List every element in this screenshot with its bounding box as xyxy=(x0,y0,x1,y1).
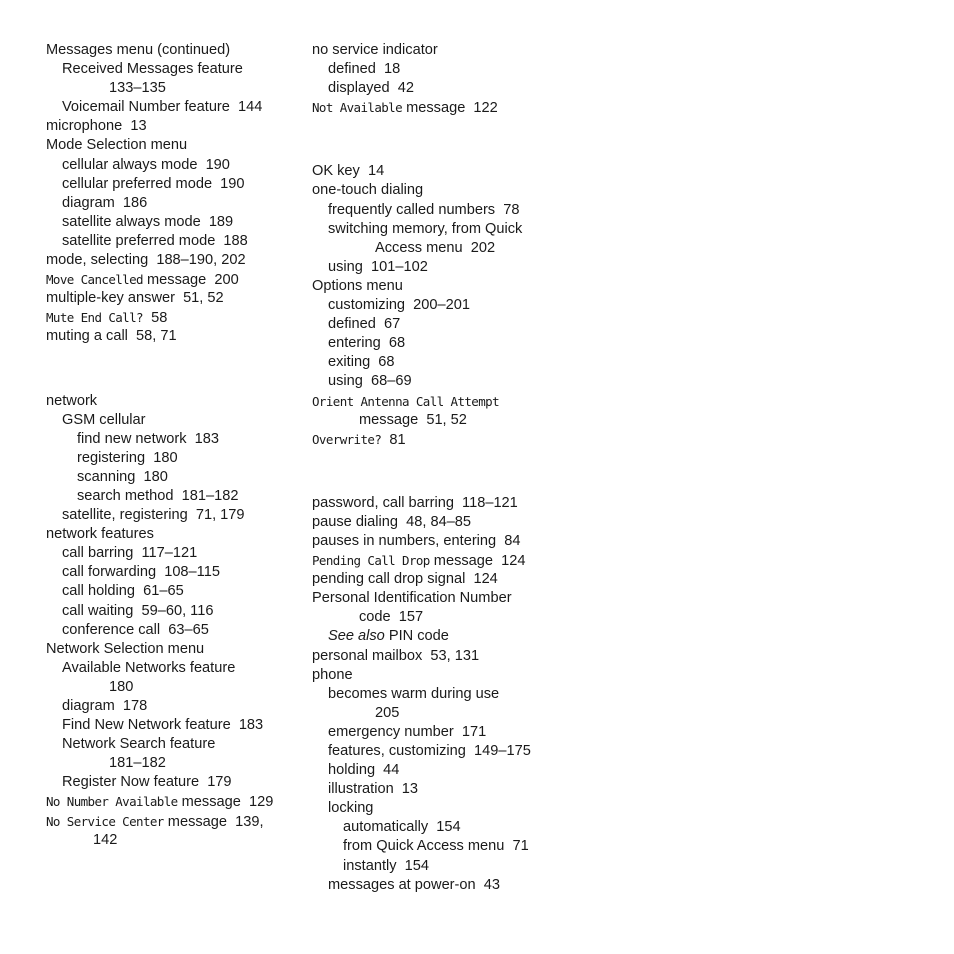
index-entry-text: pauses in numbers, entering 84 xyxy=(312,532,521,549)
index-entry-text: exiting 68 xyxy=(328,354,395,371)
index-entry xyxy=(46,468,296,487)
index-entry xyxy=(46,213,296,232)
index-entry xyxy=(46,251,296,270)
index-entry-text: registering 180 xyxy=(77,449,178,466)
index-entry-text: Access menu 202 xyxy=(375,239,496,256)
index-entry xyxy=(46,773,296,792)
index-entry xyxy=(312,818,592,837)
index-entry xyxy=(46,232,296,251)
index-entry-text: message 129 xyxy=(177,794,274,811)
index-entry-text: switching memory, from Quick xyxy=(328,220,523,237)
index-entry-text: defined 18 xyxy=(328,61,401,78)
index-entry xyxy=(46,117,296,136)
index-entry-text: defined 67 xyxy=(328,316,401,333)
index-entry-text: personal mailbox 53, 131 xyxy=(312,647,480,664)
index-entry xyxy=(46,697,296,716)
index-entry xyxy=(46,754,296,773)
index-entry-text: using 68–69 xyxy=(328,373,412,390)
index-entry xyxy=(46,640,296,659)
index-entry-text: call waiting 59–60, 116 xyxy=(62,602,214,619)
index-entry xyxy=(312,742,592,761)
index-entry-text: satellite, registering 71, 179 xyxy=(62,507,245,524)
index-entry-text: messages at power-on 43 xyxy=(328,876,500,893)
index-entry-text: network xyxy=(46,392,98,409)
index-entry-text: Register Now feature 179 xyxy=(62,774,232,791)
index-entry-text: phone xyxy=(312,666,353,683)
index-entry xyxy=(46,544,296,563)
index-entry xyxy=(46,621,296,640)
index-entry xyxy=(46,60,296,79)
index-entry-text: OK key 14 xyxy=(312,163,385,180)
index-entry-text: Available Networks feature xyxy=(62,659,236,676)
index-entry-text: emergency number 171 xyxy=(328,723,487,740)
index-entry-text: 133–135 xyxy=(109,80,166,97)
index-entry xyxy=(312,627,592,646)
index-entry xyxy=(312,201,592,220)
index-entry-text: Voicemail Number feature 144 xyxy=(62,99,263,116)
index-entry xyxy=(312,666,592,685)
index-entry-text: call barring 117–121 xyxy=(62,545,198,562)
index-entry xyxy=(312,685,592,704)
index-entry xyxy=(312,876,592,895)
index-entry-text: Network Selection menu xyxy=(46,640,205,657)
index-entry-text: find new network 183 xyxy=(77,430,219,447)
index-entry-text: holding 44 xyxy=(328,762,400,779)
index-entry-text: message 124 xyxy=(429,553,526,570)
index-entry xyxy=(312,411,592,430)
index-entry xyxy=(46,563,296,582)
index-entry xyxy=(312,277,592,296)
index-entry-text: message 51, 52 xyxy=(359,411,467,428)
index-entry-text: using 101–102 xyxy=(328,258,428,275)
index-column-right xyxy=(312,41,592,895)
index-entry-text: microphone 13 xyxy=(46,118,147,135)
index-entry-text: mode, selecting 188–190, 202 xyxy=(46,252,246,269)
index-entry xyxy=(46,602,296,621)
index-entry xyxy=(312,799,592,818)
index-entry-text: network features xyxy=(46,526,154,543)
index-entry-text: conference call 63–65 xyxy=(62,621,209,638)
index-entry xyxy=(312,704,592,723)
index-entry-text: cellular always mode 190 xyxy=(62,156,230,173)
index-entry xyxy=(46,678,296,697)
index-entry xyxy=(312,551,592,570)
index-entry xyxy=(312,392,592,411)
index-entry-text: message 200 xyxy=(142,272,239,289)
index-entry-text: customizing 200–201 xyxy=(328,297,470,314)
index-entry xyxy=(312,780,592,799)
index-section-gap xyxy=(312,449,592,494)
index-entry-text: password, call barring 118–121 xyxy=(312,494,518,511)
index-entry-text: becomes warm during use xyxy=(328,685,500,702)
index-entry-text: frequently called numbers 78 xyxy=(328,201,520,218)
index-entry xyxy=(46,735,296,754)
index-entry xyxy=(312,258,592,277)
index-entry xyxy=(312,647,592,666)
index-entry xyxy=(312,608,592,627)
index-entry xyxy=(312,334,592,353)
index-entry-text: satellite always mode 189 xyxy=(62,213,234,230)
index-entry xyxy=(312,60,592,79)
index-entry xyxy=(46,792,296,811)
index-entry xyxy=(46,582,296,601)
display-message-text: Overwrite? xyxy=(312,431,382,447)
index-entry xyxy=(46,289,296,308)
index-entry xyxy=(312,494,592,513)
cross-reference-text: See also xyxy=(328,628,385,645)
index-entry-text: locking xyxy=(328,800,374,817)
index-entry xyxy=(312,372,592,391)
index-entry-text: Network Search feature xyxy=(62,736,216,753)
index-entry-text: Received Messages feature xyxy=(62,61,243,78)
index-entry-text: multiple-key answer 51, 52 xyxy=(46,290,224,307)
index-entry-text: no service indicator xyxy=(312,42,438,58)
index-entry xyxy=(312,296,592,315)
index-entry-text: displayed 42 xyxy=(328,80,415,97)
index-entry xyxy=(312,513,592,532)
index-entry xyxy=(46,812,296,831)
index-entry-text: muting a call 58, 71 xyxy=(46,328,177,345)
display-message-text: Not Available xyxy=(312,100,403,116)
index-entry-text: pause dialing 48, 84–85 xyxy=(312,513,472,530)
index-entry xyxy=(312,41,592,60)
index-entry xyxy=(46,308,296,327)
index-entry xyxy=(46,175,296,194)
index-entry xyxy=(46,392,296,411)
index-entry xyxy=(46,411,296,430)
index-section-gap xyxy=(312,117,592,162)
index-entry-text: search method 181–182 xyxy=(77,487,239,504)
index-entry xyxy=(46,449,296,468)
index-entry-text: 58 xyxy=(142,310,168,327)
index-entry xyxy=(46,98,296,117)
index-entry-text: PIN code xyxy=(384,628,449,645)
index-entry xyxy=(312,570,592,589)
index-column-left xyxy=(46,41,296,850)
index-entry xyxy=(46,659,296,678)
index-entry xyxy=(312,837,592,856)
index-entry-text: call forwarding 108–115 xyxy=(62,564,220,581)
index-entry-text: illustration 13 xyxy=(328,781,419,798)
index-entry xyxy=(46,430,296,449)
index-entry-text: Messages menu (continued) xyxy=(46,42,231,58)
index-entry-text: scanning 180 xyxy=(77,468,168,485)
index-entry-text: Options menu xyxy=(312,277,403,294)
display-message-text: No Number Available xyxy=(46,794,178,810)
index-entry-text: message 122 xyxy=(402,100,498,117)
index-entry xyxy=(312,857,592,876)
index-entry xyxy=(312,162,592,181)
index-entry-text: code 157 xyxy=(359,609,424,626)
display-message-text: Move Cancelled xyxy=(46,272,143,288)
index-entry xyxy=(46,487,296,506)
index-entry-text: instantly 154 xyxy=(343,857,429,874)
index-entry-text: from Quick Access menu 71 xyxy=(343,838,529,855)
index-entry xyxy=(312,353,592,372)
index-entry-text: 142 xyxy=(93,831,118,848)
index-entry xyxy=(46,525,296,544)
index-entry-text: features, customizing 149–175 xyxy=(328,743,531,759)
index-entry xyxy=(46,136,296,155)
index-section-gap xyxy=(46,347,296,392)
display-message-text: Pending Call Drop xyxy=(312,553,430,569)
index-entry xyxy=(46,716,296,735)
index-entry-text: message 139, xyxy=(163,813,264,830)
index-entry xyxy=(46,327,296,346)
index-entry-text: 180 xyxy=(109,678,134,695)
display-message-text: Orient Antenna Call Attempt xyxy=(312,393,499,409)
index-entry-text: Personal Identification Number xyxy=(312,590,512,607)
index-entry-text: satellite preferred mode 188 xyxy=(62,232,248,249)
index-entry-text: 205 xyxy=(375,704,400,721)
index-entry xyxy=(46,270,296,289)
index-entry xyxy=(312,761,592,780)
index-entry xyxy=(312,723,592,742)
index-entry xyxy=(312,315,592,334)
index-entry-text: call holding 61–65 xyxy=(62,583,184,600)
index-entry xyxy=(46,194,296,213)
index-entry xyxy=(312,589,592,608)
index-entry xyxy=(312,181,592,200)
index-entry xyxy=(312,430,592,449)
index-entry xyxy=(46,79,296,98)
index-entry xyxy=(312,532,592,551)
index-entry xyxy=(46,506,296,525)
index-entry xyxy=(46,156,296,175)
index-entry xyxy=(312,239,592,258)
index-entry-text: diagram 186 xyxy=(62,194,148,211)
index-entry-text: Mode Selection menu xyxy=(46,137,188,154)
index-entry xyxy=(46,41,296,60)
index-entry-text: one-touch dialing xyxy=(312,182,424,199)
index-entry xyxy=(312,98,592,117)
index-entry-text: 81 xyxy=(381,431,406,448)
index-entry-text: Find New Network feature 183 xyxy=(62,717,264,734)
index-entry-text: entering 68 xyxy=(328,335,406,352)
index-entry xyxy=(312,220,592,239)
index-entry xyxy=(46,831,296,850)
index-entry-text: diagram 178 xyxy=(62,698,148,714)
index-entry-text: 181–182 xyxy=(109,755,166,772)
index-entry-text: pending call drop signal 124 xyxy=(312,571,498,588)
index-entry xyxy=(312,79,592,98)
display-message-text: No Service Center xyxy=(46,813,164,829)
index-entry-text: GSM cellular xyxy=(62,411,146,428)
display-message-text: Mute End Call? xyxy=(46,310,143,326)
index-entry-text: automatically 154 xyxy=(343,819,461,836)
index-entry-text: cellular preferred mode 190 xyxy=(62,175,245,192)
